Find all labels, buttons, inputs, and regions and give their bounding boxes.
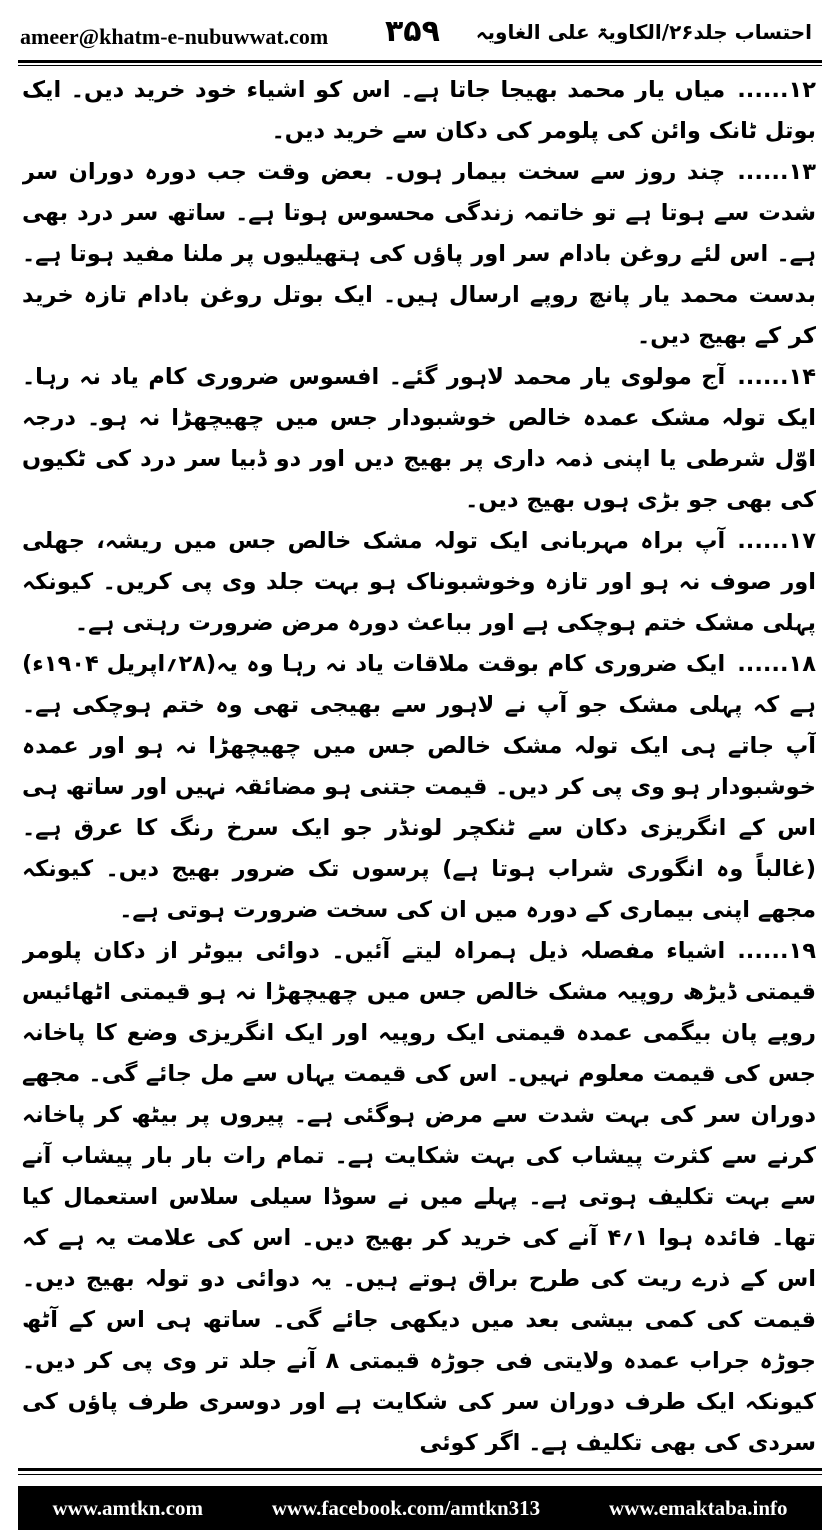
footer-link-emaktaba[interactable]: www.emaktaba.info [609,1495,788,1520]
paragraph-number: ۱۷...... [737,528,816,554]
paragraph-number: ۱۲...... [737,77,816,103]
page-body [22,70,816,1455]
footer-divider-thin [18,1474,822,1475]
paragraph-number: ۱۳...... [737,159,816,185]
header-email: ameer@khatm-e-nubuwwat.com [20,24,329,49]
paragraph-number: ۱۹...... [737,938,816,964]
header-divider [18,60,822,63]
paragraph-text: آج مولوی یار محمد لاہور گئے۔ افسوس ضروری کام یاد نہ رہا۔ ایک تولہ مشک عمدہ خالص خوشبودار جس میں چھیچھڑا نہ ہو۔ درجہ اوّل شرطی یا اپنی ذمہ داری پر بھیج دیں اور دو ڈبیا سر درد کی ٹکیوں کی بھی جو بڑی ہوں بھیج دیں۔ [22,364,816,513]
page-number: ۳۵۹ [385,14,440,49]
paragraph-19 [22,931,816,1455]
paragraph-number: ۱۸...... [737,651,816,677]
paragraph-text: آپ براہ مہربانی ایک تولہ مشک خالص جس میں ریشہ، جھلی اور صوف نہ ہو اور تازہ وخوشبوناک ہو بہت جلد وی پی کریں۔ کیونکہ پہلی مشک ختم ہوچکی ہے اور بباعث دورہ مرض ضرورت رہتی ہے۔ [22,528,816,636]
paragraph-14 [22,357,816,521]
paragraph-text: اشیاء مفصلہ ذیل ہمراہ لیتے آئیں۔ دوائی بیوٹر از دکان پلومر قیمتی ڈیڑھ روپیہ مشک خالص جس میں چھیچھڑا نہ ہو قیمتی اٹھائیس روپے پان بیگمی عمدہ قیمتی ایک روپیہ اور ایک انگریزی وضع کا پاخانہ جس کی قیمت معلوم نہیں۔ اس کی قیمت یہاں سے مل جائے گی۔ مجھے دوران سر کی بہت شدت سے مرض ہوگئی ہے۔ پیروں پر بیٹھ کر پاخانہ کرنے سے کثرت پیشاب کی بہت شکایت ہے۔ تمام رات بار بار پیشاب آنے سے بہت تکلیف ہوتی ہے۔ پہلے میں نے سوڈا سیلی سلاس استعمال کیا تھا۔ فائدہ ہوا ۱؍۴ آنے کی خرید کر بھیج دیں۔ اس کی علامت یہ ہے کہ اس کے ذرے ریت کی طرح براق ہوتے ہیں۔ یہ دوائی دو تولہ بھیج دیں۔ قیمت کی کمی بیشی بعد میں دیکھی جائے گی۔ ساتھ ہی اس کے آٹھ جوڑہ جراب عمدہ ولایتی فی جوڑہ قیمتی ۸ آنے جلد تر وی پی کر دیں۔ کیونکہ ایک طرف دوران سر کی شکایت ہے اور دوسری طرف پاؤں کی سردی کی بھی تکلیف ہے۔ اگر کوئی [22,938,816,1455]
paragraph-text: چند روز سے سخت بیمار ہوں۔ بعض وقت جب دورہ دوران سر شدت سے ہوتا ہے تو خاتمہ زندگی محسوس ہوتا ہے۔ ساتھ سر درد بھی ہے۔ اس لئے روغن بادام سر اور پاؤں کی ہتھیلیوں پر ملنا مفید ہوتا ہے۔ بدست محمد یار پانچ روپے ارسال ہیں۔ ایک بوتل روغن بادام تازہ خرید کر کے بھیج دیں۔ [22,159,816,349]
paragraph-number: ۱۴...... [737,364,816,390]
page-header [0,0,840,62]
letter-date: (۲۸؍اپریل ۱۹۰۴ء) [22,651,217,677]
paragraph-13 [22,152,816,357]
footer-divider [18,1468,822,1471]
paragraph-text: میاں یار محمد بھیجا جاتا ہے۔ اس کو اشیاء خود خرید دیں۔ ایک بوتل ٹانک وائن کی پلومر کی دکان سے خرید دیں۔ [22,77,816,144]
page-footer [18,1486,822,1530]
paragraph-text: ایک ضروری کام بوقت ملاقات یاد نہ رہا وہ یہ ہے کہ پہلی مشک جو آپ نے لاہور سے بھیجی تھی وہ ختم ہوچکی ہے۔ آپ جاتے ہی ایک تولہ مشک خالص جس میں چھیچھڑا نہ ہو اور عمدہ خوشبودار ہو وی پی کر دیں۔ قیمت جتنی ہو مضائقہ نہیں اور ساتھ ہی اس کے انگریزی دکان سے ٹنکچر لونڈر جو ایک سرخ رنگ کا عرق ہے۔ (غالباً وہ انگوری شراب ہوتا ہے) پرسوں تک ضرور بھیج دیں۔ کیونکہ مجھے اپنی بیماری کے دورہ میں ان کی سخت ضرورت ہوتی ہے۔ [22,651,816,923]
footer-link-facebook[interactable]: www.facebook.com/amtkn313 [271,1495,541,1520]
book-title: احتساب جلد۲۶/الکاویۃ علی الغاویہ [475,20,812,44]
header-divider-thin [18,65,822,66]
footer-link-amtkn[interactable]: www.amtkn.com [52,1495,203,1520]
paragraph-12 [22,70,816,152]
paragraph-18 [22,644,816,931]
